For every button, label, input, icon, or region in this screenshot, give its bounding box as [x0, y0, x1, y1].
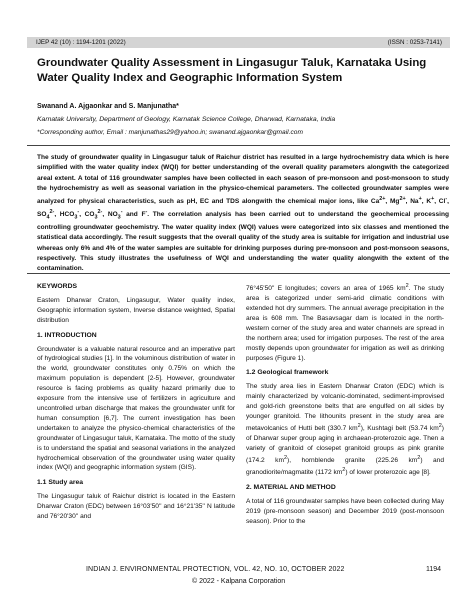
- article-authors: Swanand A. Ajgaonkar and S. Manjunatha*: [37, 103, 179, 110]
- study-area-continued: 76°45'50'' E longitudes; covers an area of 1965 $km^2$. The study area is categorized under semi-arid climatic conditions with extended hot dry summers. The annual average precipitation in the area is 608 mm. The Basavsagar dam is located in the north-western corner of the study area and water channels are spread in the northern area; used for irrigation purposes. The rest of the area mostly depends upon groundwater for irrigation as well as drinking purposes (Figure 1).: [246, 283, 445, 362]
- study-area-heading: 1.1 Study area: [37, 479, 84, 487]
- divider-abstract: [27, 273, 450, 274]
- corresponding-author: *Corresponding author, Email : manjunathas29@yahoo.in; swanand.ajgaonkar@gmail.com: [37, 129, 303, 136]
- keywords-text: Eastern Dharwar Craton, Lingasugur, Water quality index, Geographic information system, Inverse distance weighted, Spatial distribution: [37, 296, 235, 324]
- journal-header-bar: [27, 37, 450, 48]
- material-method-text: A total of 116 groundwater samples have been collected during May 2019 (pre-monsoon season) and December 2019 (post-monsoon season). Prior to the: [246, 497, 444, 525]
- geological-framework-heading: 1.2 Geological framework: [246, 369, 329, 377]
- page-number: 1194: [426, 566, 442, 573]
- journal-id: IJEP 42 (10) : 1194-1201 (2022): [36, 38, 126, 46]
- study-area-text: The Lingasugur taluk of Raichur district is located in the Eastern Dharwar Craton (EDC) between 16°03'50'' and 16°21'35'' N latitude and 76°20'30'' and: [37, 493, 235, 521]
- footer-journal-line: INDIAN J. ENVIRONMENTAL PROTECTION, VOL. 42, NO. 10, OCTOBER 2022: [86, 566, 345, 573]
- issn: (ISSN : 0253-7141): [387, 38, 442, 46]
- geological-framework-text: The study area lies in Eastern Dharwar Craton (EDC) which is mainly characterized by volcanic-dominated, sediment-improvised and gold-rich greenstone belts that are engulfed on all sides by younger granitoid. The lithounits present in the study area are metavolcanics of Hutti belt (330.7 $km^2$), Kushtagi belt (53.74 $km^2$) of Dharwar super group aging in archaean-proterozoic age. Then a variety of granitoid of closepet granitoid groups as pink granite (174.2 $km^2$), hornblende granite (225.26 $km^2$) and granodiorite/magmatite (1172 $km^2$) of lower proterozoic age [8].: [246, 383, 444, 477]
- right-column: [246, 282, 444, 532]
- article-title: Groundwater Quality Assessment in Lingasugur Taluk, Karnataka Using Water Quality Index and Geographic Information System: [37, 57, 427, 84]
- copyright-text: 2022 - Kalpana Corporation: [199, 578, 286, 585]
- left-column: [37, 282, 235, 527]
- material-method-heading: 2. MATERIAL AND METHOD: [246, 484, 336, 492]
- introduction-text: Groundwater is a valuable natural resource and an imperative part of hydrological studies [1]. In the voluminous distribution of water in the world, groundwater constitutes only 0.75% on which the maximum population is dependent [2-5]. However, groundwater resource is facing problems as quality hazard primarily due to exposure from the intensive use of fertilizers in agriculture and uncontrolled urban discharge that makes the groundwater unfit for human consumption [6,7]. The current investigation has been undertaken to analyze the physico-chemical characteristics of the groundwater of Lingasugur taluk, Karnataka. The motto of the study is to understand the spatial and seasonal variations in the analyzed hydrochemical observation of the groundwater using water quality index (WQI) and geographic information system (GIS).: [37, 345, 235, 472]
- abstract: The study of groundwater quality in Lingasugur taluk of Raichur district has resulted in a large hydrochemistry data which is here simplified with the water quality index (WQI) for better understanding of the overall quality parameters alongwith the categorized areal extent. A total of 116 groundwater samples have been collected in each season of pre-monsoon and post-monsoon to study the hydrochemistry as well as seasonal variation in the physico-chemical parameters. The collected groundwater samples were analyzed for physical characteristics, such as pH, EC and TDS alongwith the chemical major ions, like $Ca^{2+}$, $Mg^{2+}$, Na+, K+, Cl-, $SO_4^{2-}$, $HCO_3^-$, $CO_3^{2-}$, $NO_3^-$ and F-. The correlation analysis has been carried out to understand the geochemical processing controlling groundwater geochemistry. The water quality index (WQI) values were categorized into six classes and mentioned the statistical data accordingly. The result suggests that the overall quality of the study area is suitable for irrigation and industrial use whereas only 6% and 4% of the water samples are suitable for drinking purposes during pre-monsoon and post-monsoon seasons, respectively. This study illustrates the usefulness of WQI and understanding the water quality alongwith the extent of the contamination.: [37, 154, 449, 273]
- author-affiliation: Karnatak University, Department of Geology, Karnatak Science College, Dharwad, Karnataka, India: [37, 116, 336, 123]
- divider-top: [27, 145, 450, 146]
- copyright-line: [192, 578, 285, 585]
- keywords-heading: KEYWORDS: [37, 283, 78, 290]
- introduction-heading: 1. INTRODUCTION: [37, 331, 97, 339]
- copyright-symbol: ©: [192, 578, 198, 585]
